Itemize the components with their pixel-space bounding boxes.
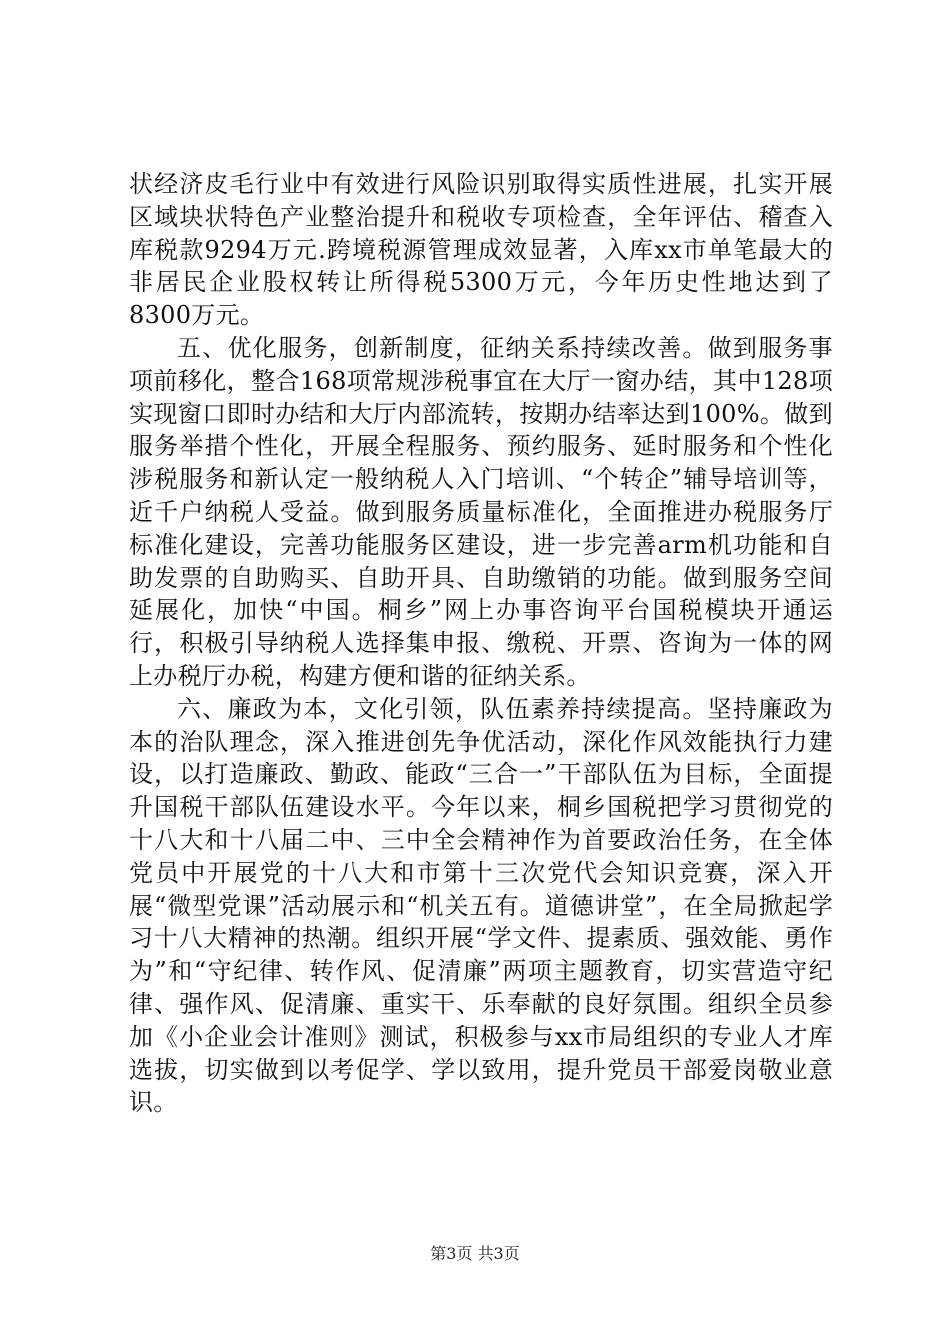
paragraph-continuation: 状经济皮毛行业中有效进行风险识别取得实质性进展，扎实开展区域块状特色产业整治提升和税收专项检查，全年评估、稽查入库税款9294万元.跨境税源管理成效显著，入库xx市单笔最大的非居民企业股权转让所得税5300万元，今年历史性地达到了8300万元。 xyxy=(129,170,833,330)
paragraph-section-five: 五、优化服务，创新制度，征纳关系持续改善。做到服务事项前移化，整合168项常规涉税事宜在大厅一窗办结，其中128项实现窗口即时办结和大厅内部流转，按期办结率达到100%。做到服务举措个性化，开展全程服务、预约服务、延时服务和个性化涉税服务和新认定一般纳税人入门培训、“个转企”辅导培训等，近千户纳税人受益。做到服务质量标准化，全面推进办税服务厅标准化建设，完善功能服务区建设，进一步完善arm机功能和自助发票的自助购买、自助开具、自助缴销的功能。做到服务空间延展化，加快“中国。桐乡”网上办事咨询平台国税模块开通运行，积极引导纳税人选择集申报、缴税、开票、咨询为一体的网上办税厅办税，构建方便和谐的征纳关系。 xyxy=(129,333,833,690)
document-body xyxy=(129,168,833,1119)
page-number-footer: 第3页 共3页 xyxy=(430,1244,520,1263)
paragraph-section-six: 六、廉政为本，文化引领，队伍素养持续提高。坚持廉政为本的治队理念，深入推进创先争优活动，深化作风效能执行力建设，以打造廉政、勤政、能政“三合一”干部队伍为目标，全面提升国税干部队伍建设水平。今年以来，桐乡国税把学习贯彻党的十八大和十八届二中、三中全会精神作为首要政治任务，在全体党员中开展党的十八大和市第十三次党代会知识竞赛，深入开展“微型党课”活动展示和“机关五有。道德讲堂”，在全局掀起学习十八大精神的热潮。组织开展“学文件、提素质、强效能、勇作为”和“守纪律、转作风、促清廉”两项主题教育，切实营造守纪律、强作风、促清廉、重实干、乐奉献的良好氛围。组织全员参加《小企业会计准则》测试，积极参与xx市局组织的专业人才库选拔，切实做到以考促学、学以致用，提升党员干部爱岗敬业意识。 xyxy=(129,694,833,1117)
